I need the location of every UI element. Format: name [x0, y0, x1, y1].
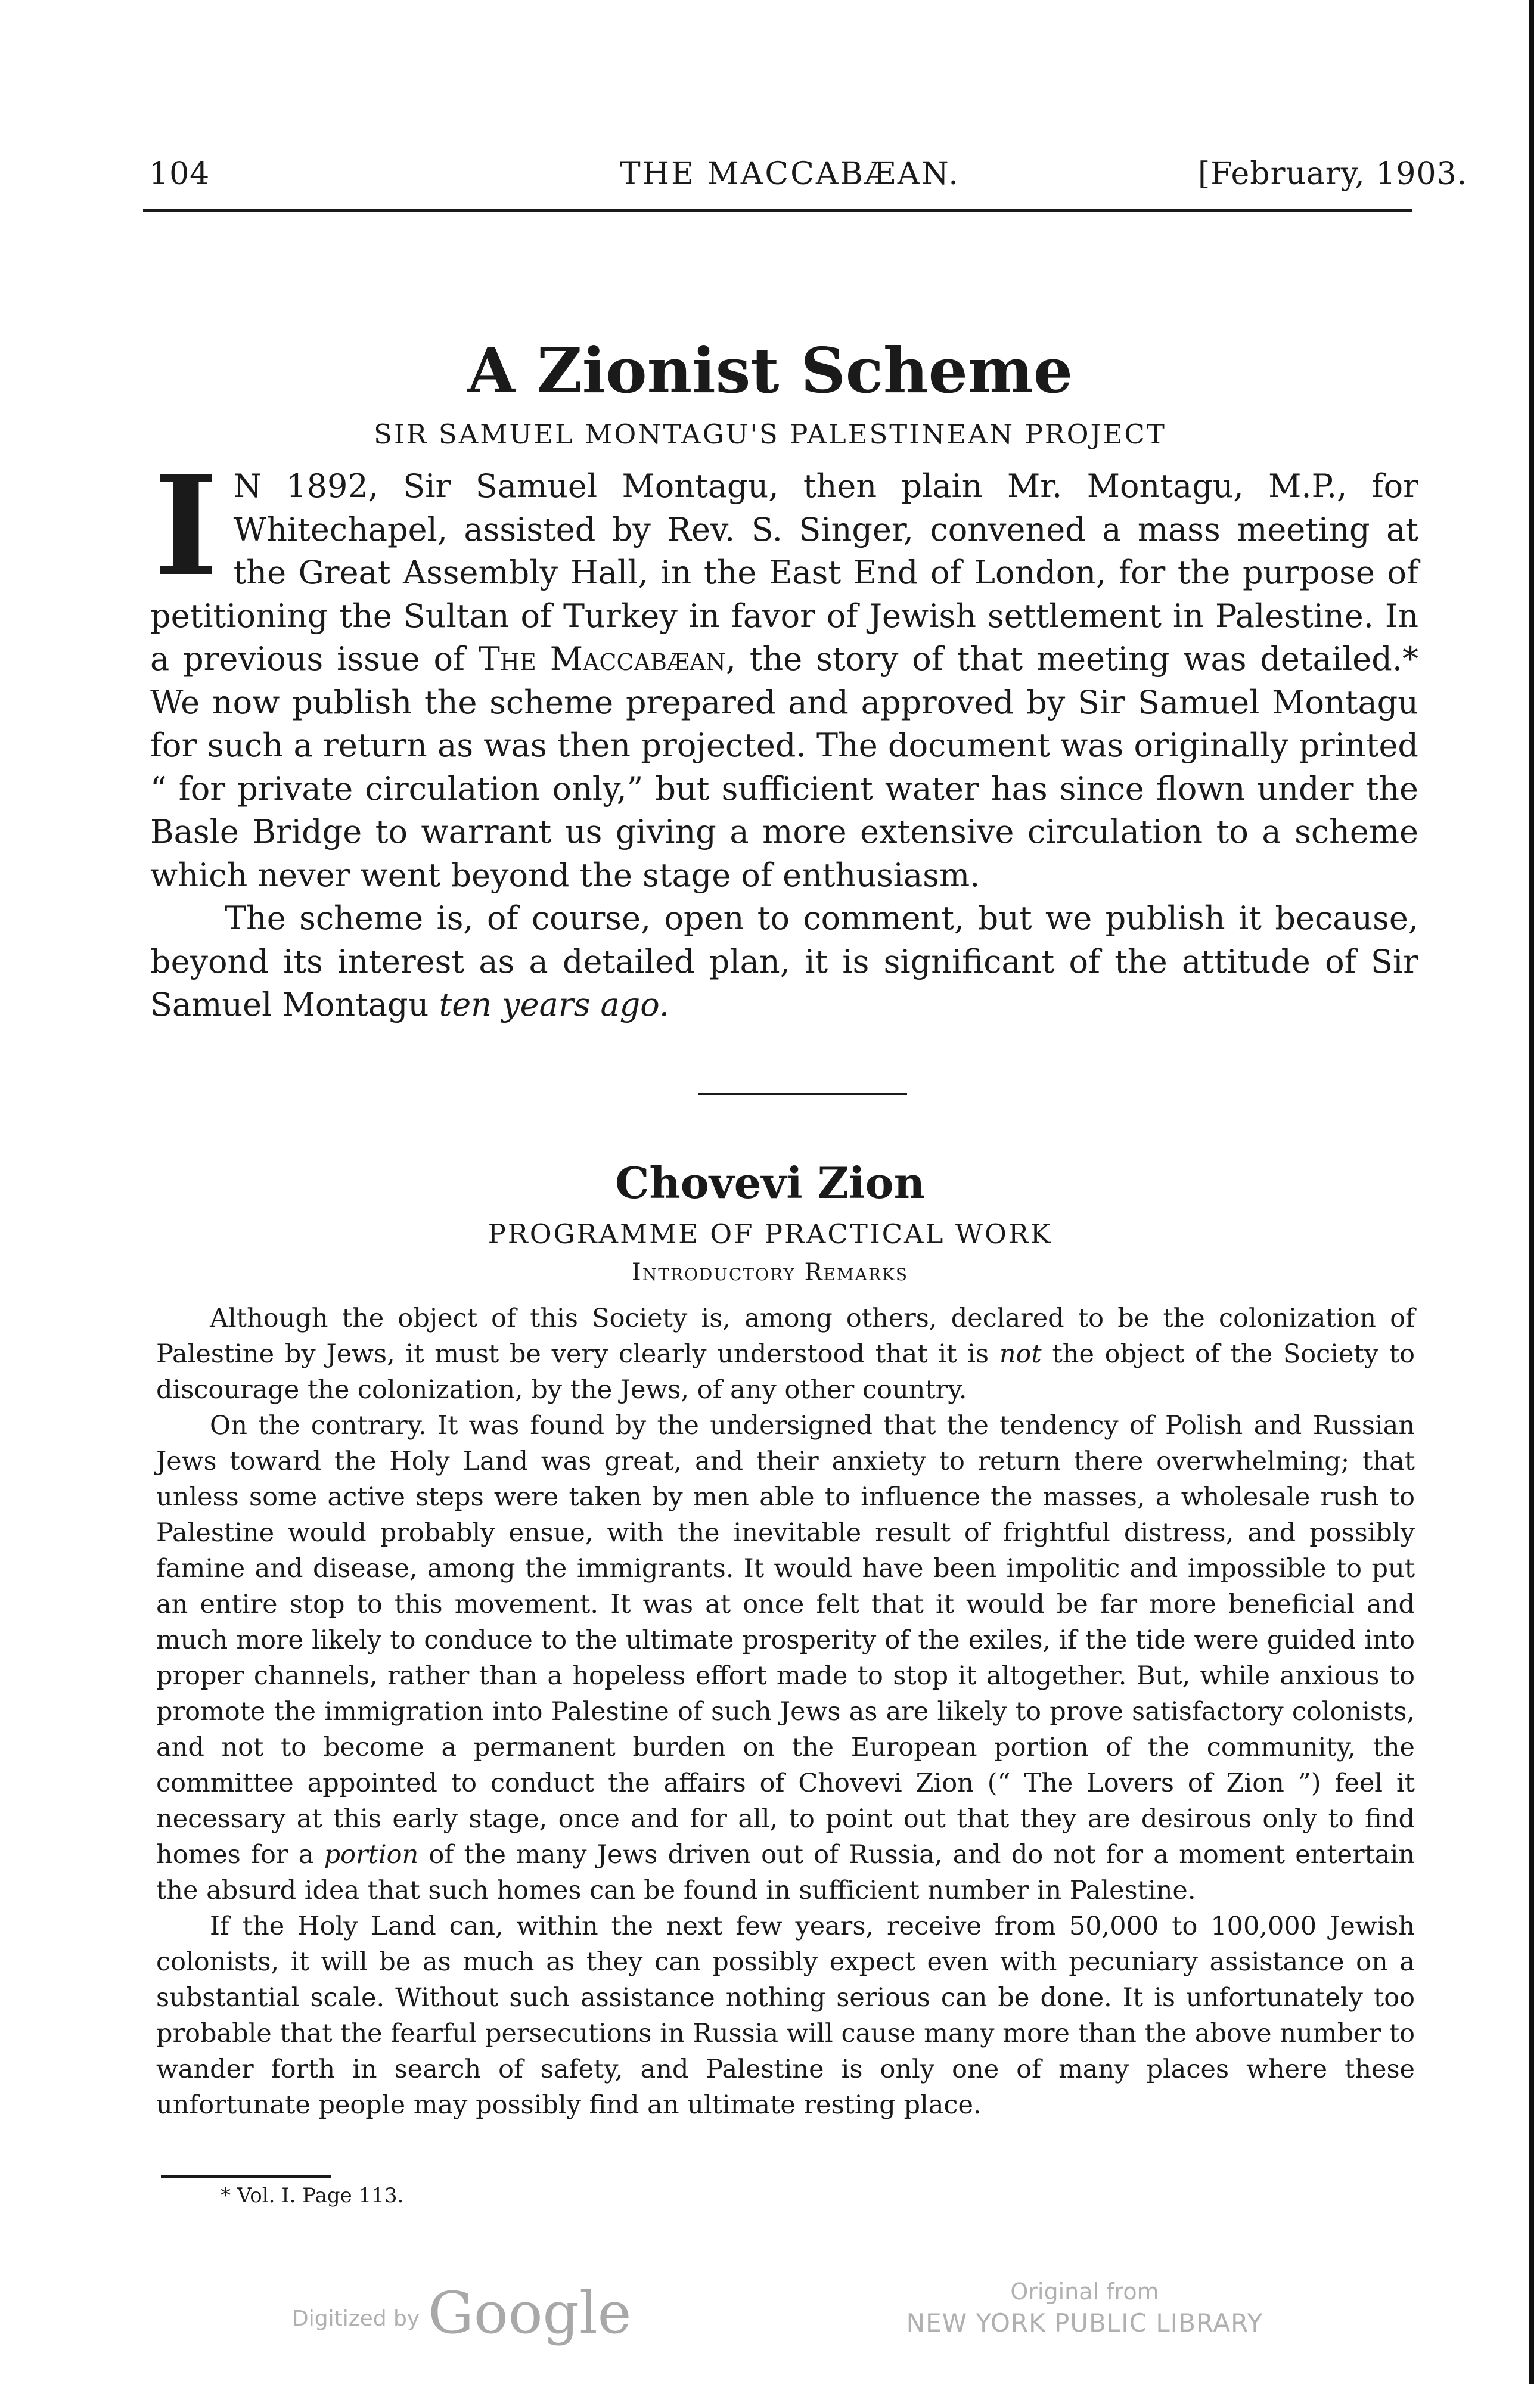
section-paragraph-3: If the Holy Land can, within the next few years, receive from 50,000 to 100,000 Jewish colonists, it will be as much as they can possibly expect even with pecuniary assistance on a substantial scale. Without such assistance nothing serious can be done. It is unfortunately too probable that the fearful persecutions in Russia will cause many more than the above number to wander forth in search of safety, and Palestine is only one of many places where these unfortunate people may possibly find an ultimate resting place.	[156, 1911, 1415, 2120]
google-logo: Google	[428, 2280, 632, 2346]
section-title: Chovevi Zion	[615, 1157, 925, 1208]
page-edge-shadow	[1529, 0, 1534, 2384]
s-p1-italic: not	[999, 1339, 1042, 1369]
intro-p1-end: the story of that meeting was detailed.* We now publish the scheme prepared and approved by Sir Samuel Montagu for such a return as was then projected. The document was originally printed “ for private circulation only,” but sufficient water has since flown under the Basle Bridge to warrant us giving a more extensive circulation to a scheme which never went beyond the stage of enthusiasm.	[150, 640, 1418, 894]
intro-paragraph-2	[150, 897, 1418, 1027]
section-subtitle: PROGRAMME OF PRACTICAL WORK	[488, 1218, 1052, 1250]
section-paragraph-2	[156, 1408, 1415, 1908]
intro-p1-start: N 1892, Sir Samuel Montagu, then plain Mr. Montagu, M.P., for Whitechapel, assisted by Rev. S. Singer, convened a mass meeting at the Great Assembly Hall, in the East End of London, for the purpose of petitioning the Sultan of Turkey in favor of Jewish settlement in Palestine. In a previous issue of	[150, 467, 1418, 678]
section-paragraph-1	[156, 1300, 1415, 1408]
section-body	[156, 1300, 1415, 2123]
article-subtitle: SIR SAMUEL MONTAGU'S PALESTINEAN PROJECT	[374, 418, 1166, 450]
section-subsubtitle: Introductory Remarks	[631, 1259, 909, 1286]
original-from-watermark	[894, 2277, 1275, 2340]
digitized-by-label: Digitized by	[292, 2307, 420, 2331]
intro-p2-start: The scheme is, of course, open to comment, but we publish it because, beyond its interest as a detailed plan, it is significant of the attitude of Sir Samuel Montagu	[150, 899, 1418, 1023]
page-number: 104	[149, 156, 210, 192]
footnote: * Vol. I. Page 113.	[221, 2184, 404, 2208]
drop-cap: I	[154, 446, 218, 607]
digitized-by-google-watermark	[292, 2280, 631, 2346]
s-p1-end: the object of the Society to discourage the colonization, by the Jews, of any other country.	[156, 1339, 1415, 1405]
library-name: NEW YORK PUBLIC LIBRARY	[906, 2308, 1263, 2338]
journal-title: THE MACCABÆAN.	[620, 156, 960, 192]
s-p2-italic: portion	[324, 1840, 419, 1870]
section-divider	[698, 1093, 907, 1095]
article-intro	[150, 446, 1418, 1027]
s-p2-end: of the many Jews driven out of Russia, and do not for a moment entertain the absurd idea that such homes can be found in sufficient number in Palestine.	[156, 1840, 1415, 1905]
intro-paragraph-1	[150, 446, 1418, 897]
footnote-rule	[161, 2175, 331, 2178]
s-p2-start: On the contrary. It was found by the undersigned that the tendency of Polish and Russian Jews toward the Holy Land was great, and their anxiety to return there overwhelming; that unless some active steps were taken by men able to influence the masses, a wholesale rush to Palestine would probably ensue, with the inevitable result of frightful distress, and possibly famine and disease, among the immigrants. It would have been impolitic and impossible to put an entire stop to this movement. It was at once felt that it would be far more beneficial and much more likely to conduce to the ultimate prosperity of the exiles, if the tide were guided into proper channels, rather than a hopeless effort made to stop it altogether. But, while anxious to promote the immigration into Palestine of such Jews as are likely to prove satisfactory colonists, and not to become a permanent burden on the European portion of the community, the committee appointed to conduct the affairs of Chovevi Zion (“ The Lovers of Zion ”) feel it necessary at this early stage, once and for all, to point out that they are desirous only to find homes for a	[156, 1411, 1415, 1870]
article-title: A Zionist Scheme	[467, 334, 1073, 407]
intro-p2-italic: ten years ago.	[439, 986, 669, 1023]
s-p1-start: Although the object of this Society is, among others, declared to be the colonization of Palestine by Jews, it must be very clearly understood that it is	[156, 1303, 1415, 1369]
header-rule	[143, 209, 1412, 212]
issue-date: [February, 1903.	[1198, 156, 1468, 192]
original-from-label: Original from	[1010, 2279, 1159, 2305]
journal-name-smallcaps: The Maccabæan,	[478, 640, 736, 678]
